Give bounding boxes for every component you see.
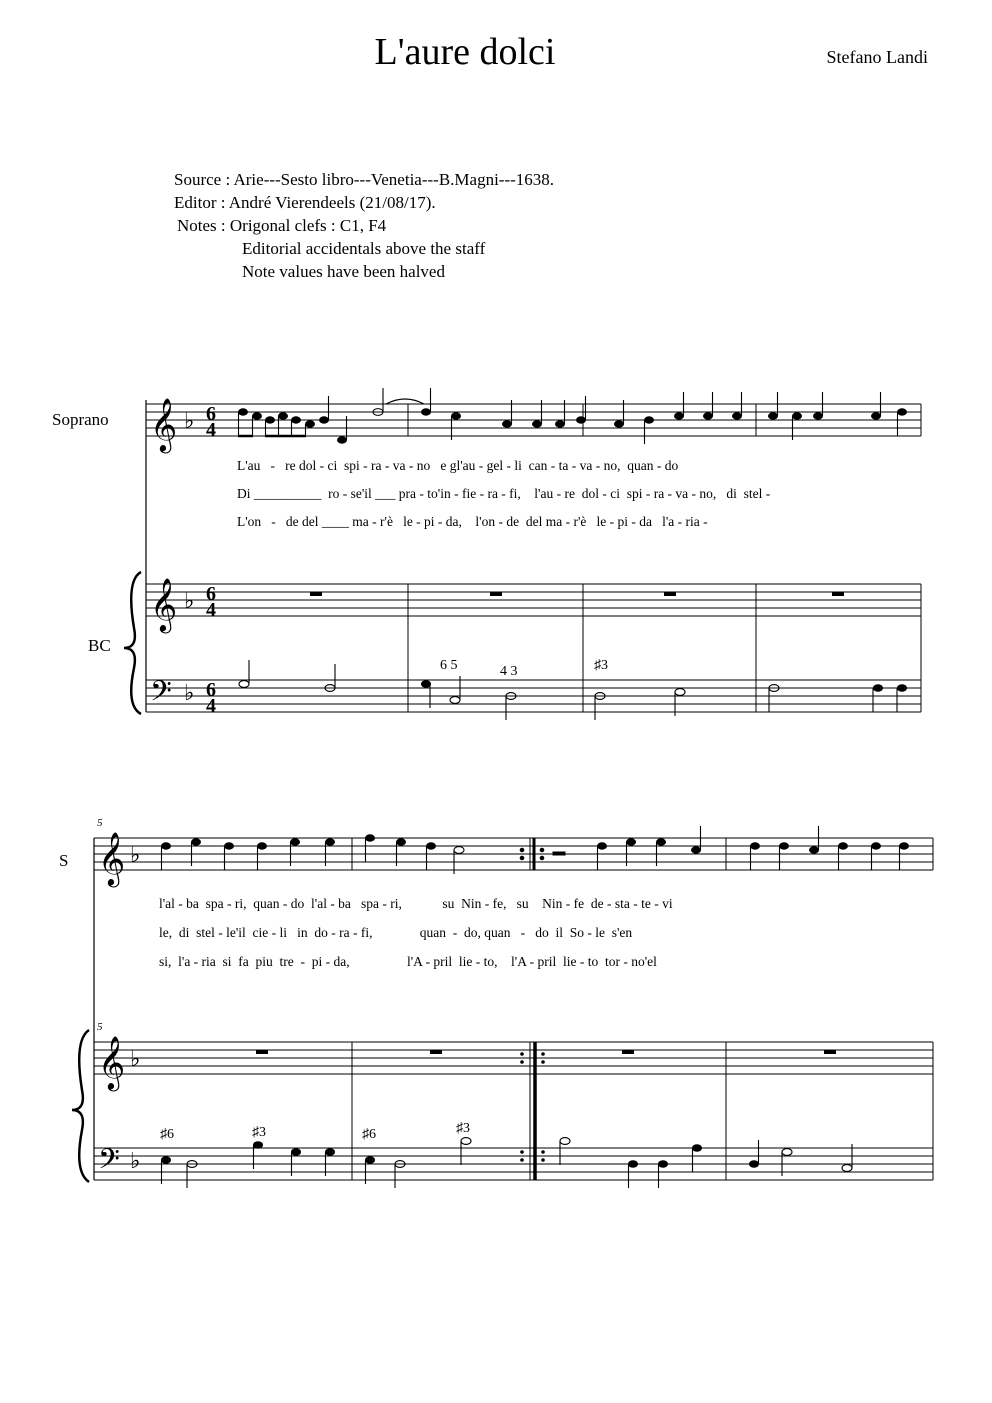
treble-clef-icon: 𝄞: [98, 833, 126, 884]
measure-number: 5: [97, 1021, 103, 1033]
bass-clef-icon: 𝄢: [98, 1145, 120, 1182]
soprano-staff: [94, 838, 933, 870]
bc-treble-staff: [94, 1042, 933, 1180]
figure: 4 3: [500, 664, 518, 679]
treble-clef-icon: 𝄞: [98, 1037, 126, 1088]
lyric-line: le, di stel - le'il cie - li in do - ra - fi, quan - do, quan - do il So - le s'en: [159, 925, 633, 940]
notes-line: Notes : Origonal clefs : C1, F4: [177, 216, 387, 235]
brace-icon: [72, 1030, 89, 1182]
notes-line-2: Editorial accidentals above the staff: [242, 239, 486, 258]
lyric-line: L'au - re dol - ci spi - ra - va - no e gl'au - gel - li can - ta - va - no, quan - do: [237, 458, 679, 473]
repeat-dots: [520, 1052, 545, 1162]
flat-icon: ♭: [130, 1046, 141, 1071]
system-1: [124, 388, 921, 720]
bc-label: BC: [88, 636, 111, 655]
half-rest: [553, 852, 565, 855]
time-sig-top: 6: [206, 403, 216, 425]
page-title: L'aure dolci: [374, 31, 556, 73]
multi-measure-rests: [256, 1050, 836, 1054]
lyric-line: L'on - de del ____ ma - r'è le - pi - da, l'on - de del ma - r'è le - pi - da l'a - ria -: [237, 514, 708, 529]
source-line: Source : Arie---Sesto libro---Venetia---B.Magni---1638.: [174, 170, 555, 189]
notes-line-3: Note values have been halved: [242, 262, 445, 281]
soprano-label: Soprano: [52, 410, 109, 429]
system-2: [72, 826, 933, 1188]
brace-icon: [124, 572, 141, 714]
treble-clef-icon: 𝄞: [150, 579, 178, 630]
bass-notes: [239, 660, 907, 720]
figure: ♯6: [160, 1127, 174, 1142]
soprano-lyrics-system-2: [159, 896, 673, 969]
time-sig-bottom: 4: [206, 599, 216, 621]
flat-icon: ♭: [184, 680, 195, 705]
lyric-line: l'al - ba spa - ri, quan - do l'al - ba spa - ri, su Nin - fe, su Nin - fe de - sta - te - vi: [159, 896, 673, 911]
time-sig-top: 6: [206, 583, 216, 605]
bass-clef-icon: 𝄢: [150, 677, 172, 714]
flat-icon: ♭: [184, 408, 195, 433]
figure: ♯6: [362, 1127, 376, 1142]
flat-icon: ♭: [130, 842, 141, 867]
lyric-line: si, l'a - ria si fa piu tre - pi - da, l'A - pril lie - to, l'A - pril lie - to tor - no'el: [159, 954, 657, 969]
time-sig-bottom: 4: [206, 695, 216, 717]
measure-number: 5: [97, 817, 103, 829]
time-sig-top: 6: [206, 679, 216, 701]
bc-bass-staff: [146, 680, 921, 712]
figure: ♯3: [252, 1125, 266, 1140]
time-sig-bottom: 4: [206, 419, 216, 441]
bc-treble-staff: [146, 584, 921, 712]
flat-icon: ♭: [130, 1148, 141, 1173]
soprano-staff: [146, 404, 921, 436]
bc-bass-staff: [94, 1148, 933, 1180]
flat-icon: ♭: [184, 588, 195, 613]
treble-clef-icon: 𝄞: [150, 399, 178, 450]
figure: ♯3: [456, 1121, 470, 1136]
figure: ♯3: [594, 658, 608, 673]
figured-bass-system-2: [160, 1121, 470, 1142]
composer-name: Stefano Landi: [826, 47, 928, 67]
editor-line: Editor : André Vierendeels (21/08/17).: [174, 193, 436, 212]
multi-measure-rests: [310, 592, 844, 596]
soprano-lyrics-system-1: [237, 458, 771, 529]
lyric-line: Di __________ ro - se'il ___ pra - to'in - fie - ra - fi, l'au - re dol - ci spi - ra - va - no, di stel -: [237, 486, 771, 501]
figure: 6 5: [440, 658, 458, 673]
soprano-short-label: S: [59, 851, 69, 870]
